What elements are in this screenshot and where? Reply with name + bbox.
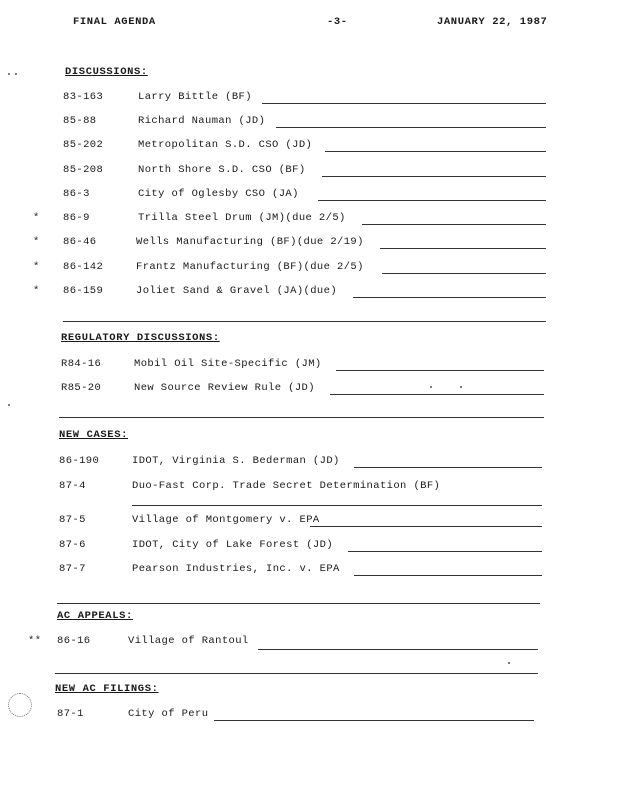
- case-number: 87-7: [59, 563, 86, 575]
- scan-speck: [460, 386, 462, 388]
- priority-mark: *: [33, 236, 40, 248]
- page-number: -3-: [327, 16, 348, 28]
- case-description: Village of Rantoul: [128, 635, 249, 647]
- case-number: 83-163: [63, 91, 104, 103]
- case-number: 87-5: [59, 514, 86, 526]
- case-number: 85-202: [63, 139, 104, 151]
- blank-line: [362, 224, 546, 225]
- blank-line: [380, 248, 546, 249]
- blank-line: [348, 551, 542, 552]
- case-description: City of Oglesby CSO (JA): [138, 188, 299, 200]
- header-left: FINAL AGENDA: [73, 16, 156, 28]
- blank-line: [59, 417, 544, 418]
- section-title-regulatory: REGULATORY DISCUSSIONS:: [61, 332, 220, 344]
- case-description: City of Peru: [128, 708, 209, 720]
- case-number: 86-9: [63, 212, 90, 224]
- section-title-discussions: DISCUSSIONS:: [65, 66, 148, 78]
- case-number: R85-20: [61, 382, 102, 394]
- case-description: New Source Review Rule (JD): [134, 382, 315, 394]
- case-number: 85-88: [63, 115, 97, 127]
- blank-line: [276, 127, 546, 128]
- blank-line: [336, 370, 544, 371]
- case-number: 86-46: [63, 236, 97, 248]
- priority-mark: *: [33, 212, 40, 224]
- case-description: Richard Nauman (JD): [138, 115, 266, 127]
- blank-line: [132, 505, 542, 506]
- header-date: JANUARY 22, 1987: [437, 16, 548, 28]
- blank-line: [57, 603, 540, 604]
- case-description: Mobil Oil Site-Specific (JM): [134, 358, 322, 370]
- case-number: 87-4: [59, 480, 86, 492]
- blank-line: [382, 273, 546, 274]
- case-description: Trilla Steel Drum (JM)(due 2/5): [138, 212, 346, 224]
- case-description: Joliet Sand & Gravel (JA)(due): [136, 285, 338, 297]
- priority-mark: *: [33, 285, 40, 297]
- case-description: Metropolitan S.D. CSO (JD): [138, 139, 313, 151]
- priority-mark: *: [33, 261, 40, 273]
- section-title-new-ac-filings: NEW AC FILINGS:: [55, 683, 159, 695]
- case-number: 86-190: [59, 455, 100, 467]
- blank-line: [354, 575, 542, 576]
- case-description: Pearson Industries, Inc. v. EPA: [132, 563, 340, 575]
- case-description: Village of Montgomery v. EPA: [132, 514, 320, 526]
- blank-line: [258, 649, 538, 650]
- case-description: IDOT, Virginia S. Bederman (JD): [132, 455, 340, 467]
- scan-speck: [8, 73, 10, 75]
- case-description: IDOT, City of Lake Forest (JD): [132, 539, 334, 551]
- case-description: Larry Bittle (BF): [138, 91, 252, 103]
- blank-line: [354, 467, 542, 468]
- case-number: R84-16: [61, 358, 102, 370]
- blank-line: [310, 526, 542, 527]
- case-description: Wells Manufacturing (BF)(due 2/19): [136, 236, 364, 248]
- scan-speck: [8, 404, 10, 406]
- priority-mark: **: [28, 635, 42, 647]
- blank-line: [330, 394, 544, 395]
- section-title-new-cases: NEW CASES:: [59, 429, 129, 441]
- blank-line: [214, 720, 534, 721]
- case-number: 87-6: [59, 539, 86, 551]
- case-description: North Shore S.D. CSO (BF): [138, 164, 306, 176]
- blank-line: [325, 151, 546, 152]
- section-title-ac-appeals: AC APPEALS:: [57, 610, 133, 622]
- blank-line: [318, 200, 546, 201]
- case-number: 86-16: [57, 635, 91, 647]
- case-description: Frantz Manufacturing (BF)(due 2/5): [136, 261, 364, 273]
- case-number: 85-208: [63, 164, 104, 176]
- case-number: 86-3: [63, 188, 90, 200]
- scan-speck: [15, 73, 17, 75]
- case-number: 87-1: [57, 708, 84, 720]
- blank-line: [55, 673, 538, 674]
- case-number: 86-159: [63, 285, 104, 297]
- scan-speck: [430, 386, 432, 388]
- case-description: Duo-Fast Corp. Trade Secret Determination (BF): [132, 480, 441, 492]
- blank-line: [63, 321, 546, 322]
- blank-line: [353, 297, 546, 298]
- scan-speck: [508, 662, 510, 664]
- case-number: 86-142: [63, 261, 104, 273]
- blank-line: [262, 103, 546, 104]
- punch-hole-mark: [8, 693, 32, 717]
- blank-line: [322, 176, 546, 177]
